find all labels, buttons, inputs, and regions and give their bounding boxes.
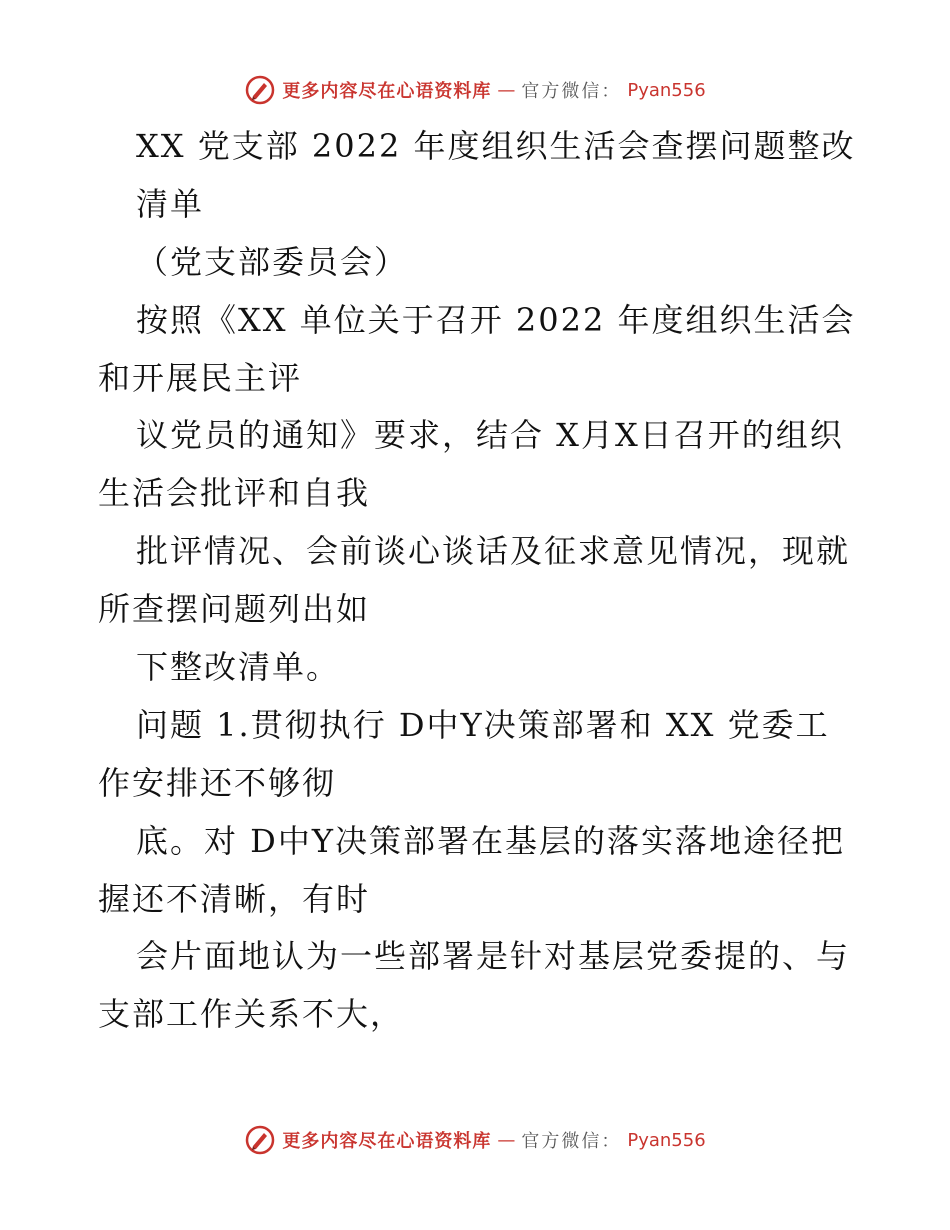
header-watermark	[0, 72, 950, 108]
watermark-official-label: 官方微信：	[521, 81, 622, 102]
footer-watermark	[0, 1122, 950, 1158]
text-line: XX 党支部 2022 年度组织生活会查摆问题整改	[136, 127, 856, 165]
text-line: （党支部委员会）	[136, 242, 409, 281]
text-line: 下整改清单。	[136, 648, 341, 687]
text-line: 生活会批评和自我	[98, 474, 371, 513]
text-line: 批评情况、会前谈心谈话及征求意见情况，现就	[136, 532, 851, 571]
pen-logo-icon	[244, 1124, 276, 1156]
watermark-wechat-id: Pyan556	[627, 1129, 706, 1151]
watermark-separator: —	[497, 79, 516, 101]
text-line: 会片面地认为一些部署是针对基层党委提的、与	[136, 937, 851, 976]
watermark-wechat-id: Pyan556	[627, 79, 706, 101]
text-line: 支部工作关系不大，	[98, 995, 405, 1034]
watermark-separator: —	[497, 1129, 516, 1151]
text-line: 握还不清晰，有时	[98, 879, 371, 918]
document-body	[98, 118, 868, 1044]
pen-logo-icon	[244, 74, 276, 106]
watermark-brand: 更多内容尽在心语资料库	[282, 1131, 492, 1152]
text-line: 清单	[136, 184, 205, 223]
text-line: 作安排还不够彻	[98, 763, 337, 802]
watermark-brand: 更多内容尽在心语资料库	[282, 81, 492, 102]
watermark-official-label: 官方微信：	[521, 1131, 622, 1152]
text-line: 底。对 D中Y决策部署在基层的落实落地途径把	[136, 821, 845, 860]
text-line: 问题 1.贯彻执行 D中Y决策部署和 XX 党委工	[136, 705, 830, 744]
text-line: 议党员的通知》要求，结合 X月X日召开的组织	[136, 416, 844, 455]
text-line: 按照《XX 单位关于召开 2022 年度组织生活会	[136, 300, 856, 339]
text-line: 和开展民主评	[98, 358, 303, 397]
text-line: 所查摆问题列出如	[98, 590, 371, 629]
